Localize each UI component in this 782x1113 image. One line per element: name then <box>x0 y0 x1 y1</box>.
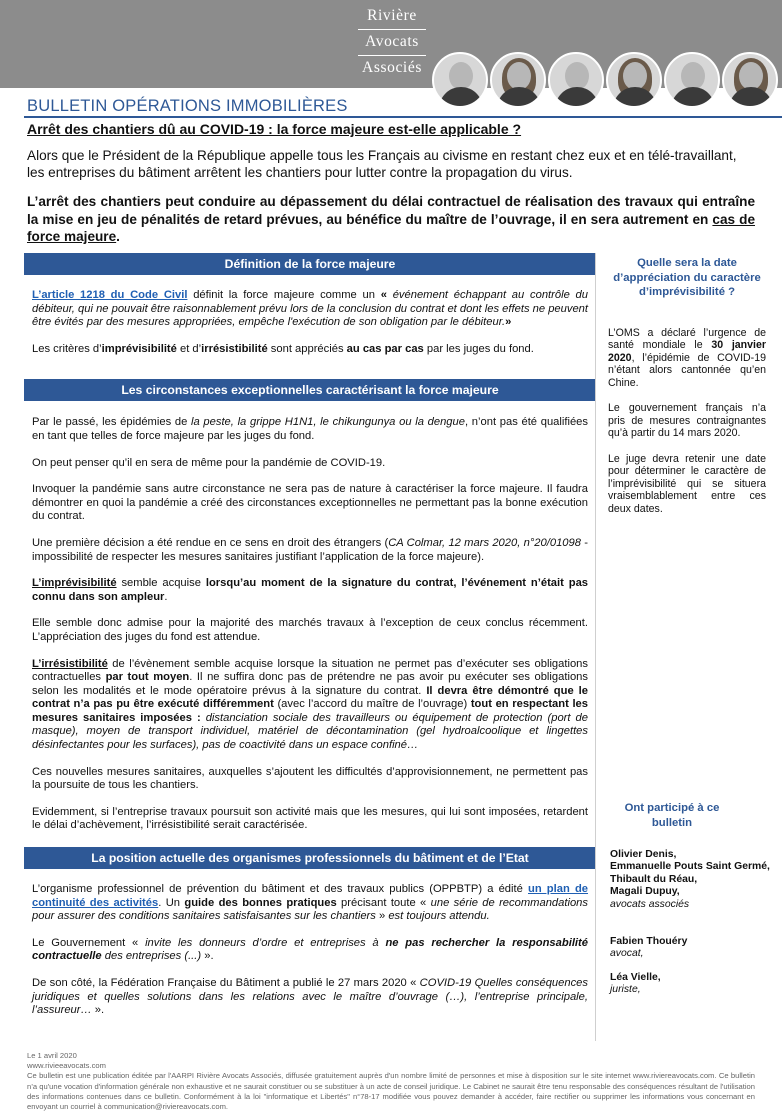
text-run: événement échappant au contrôle du débiteur, qui ne pouvait être raisonnablement prévu lors de la conclusion du contrat et dont les effets ne peuvent être évités par des mesures appropriées, empêche l'exécution de son obligation par le débiteur. <box>32 289 589 329</box>
text-run: CA Colmar, 12 mars 2020, n°20/01098 <box>388 536 581 549</box>
lead-emphasis: cas de force majeure <box>27 211 755 244</box>
sidebar-judge-paragraph: Le juge devra retenir une date pour déterminer le caractère de l’imprévisibilité qui se situera vraisemblablement entre ces deux dates. <box>608 452 766 515</box>
portrait-photo <box>722 52 778 108</box>
text-run: (avec l’accord du maître de l’ouvrage) <box>273 698 471 711</box>
text-run: des entreprises (...) <box>101 950 202 963</box>
text-run: imprévisibilité <box>101 342 177 355</box>
portrait-photo <box>664 52 720 108</box>
text-run: - impossibilité de respecter les mesures sanitaires justifiant l’application de la force majeure). <box>32 536 588 563</box>
ffb-paragraph <box>24 977 596 1018</box>
text-run: Les critères d’ <box>32 342 102 355</box>
text-run: invite les donneurs d’ordre et entreprises à <box>145 936 386 949</box>
section-heading-circumstances: Les circonstances exceptionnelles caractérisant la force majeure <box>24 379 596 401</box>
section-heading-position: La position actuelle des organismes professionnels du bâtiment et de l’Etat <box>24 847 596 869</box>
contributor-name: Thibault du Réau, <box>610 873 698 885</box>
text-run: une série de recommandations pour assurer des conditions sanitaires satisfaisantes sur les chantiers <box>32 896 588 923</box>
contributor-name: Magali Dupuy, <box>610 886 680 898</box>
text-run: » <box>375 910 389 923</box>
text-run: la peste, la grippe H1N1, le chikungunya ou la dengue <box>191 416 465 429</box>
sidebar-question: Quelle sera la date d’appréciation du caractère d’imprévisibilité ? <box>613 257 761 298</box>
portrait-photo <box>490 52 546 108</box>
text-run: Par le passé, les épidémies de <box>32 416 191 429</box>
section-heading-definition: Définition de la force majeure <box>24 253 596 275</box>
oppbtp-paragraph <box>24 883 596 924</box>
text-run: « <box>380 289 393 301</box>
text-run: L’OMS a déclaré l’urgence de santé mondiale le <box>608 326 766 351</box>
lead-end: . <box>116 229 120 244</box>
text-run: . Un <box>158 896 185 909</box>
portrait-photo <box>548 52 604 108</box>
text-run: guide des bonnes pratiques <box>184 896 337 909</box>
contributor-role: avocat, <box>610 948 644 960</box>
text-run: précisant toute « <box>336 896 431 909</box>
footer <box>27 1051 755 1112</box>
sidebar <box>608 253 770 996</box>
text-run: définit la force majeure comme un <box>187 289 381 301</box>
footer-site: www.rivieeavocats.com <box>27 1061 106 1071</box>
pandemic-paragraph: Invoquer la pandémie sans autre circonstance ne sera pas de nature à caractériser la force majeure. Il faudra démontrer en quoi la pandémie a créé des circonstances exceptionnelles ne permettant pas la bonne exécution du contrat. <box>32 483 588 523</box>
logo-line-3: Associés <box>362 59 422 76</box>
continuity-plan-link[interactable]: un plan de continuité des activités <box>32 883 589 909</box>
text-run: distanciation sociale des travailleurs ou équipement de protection (port de masque), moyen de transport individuel, matériel de décontamination (gel hydroalcoolique et lingettes désinfectantes pour les surfaces), pas de coactivité dans un espace confiné… <box>32 711 588 752</box>
criteria-paragraph <box>24 343 596 357</box>
footer-disclaimer: Ce bulletin est une publication éditée par l'AARPI Rivière Avocats Associés, diffusée gratuitement auprès d'un nombre limité de personnes et mise à disposition sur le site internet www.riviereavocats.com. Ce bulletin n’a qu'une vocation d'information générale non exhaustive et ne saurait constituer ou se substituer à un acte de conseil juridique. Le Cabinet ne saurait être tenu responsable des conséquences résultant de l'utilisation des informations contenues dans ce bulletin. Conformément à la loi "informatique et Libertés" n°78-17 modifiée vous pouvez demander à accéder, faire rectifier ou supprimer les informations vous concernant en envoyant un courriel à communication@riviereavocats.com. <box>27 1071 755 1112</box>
text-run: » <box>505 316 512 329</box>
bulletin-title: BULLETIN OPÉRATIONS IMMOBILIÈRES <box>27 97 348 115</box>
contributor-name: Olivier Denis, <box>610 849 677 860</box>
sidebar-government-paragraph: Le gouvernement français n’a pris de mesures contraignantes qu’à partir du 14 mars 2020. <box>608 402 766 439</box>
contributor-role: juriste, <box>610 984 641 996</box>
text-run: au cas par cas <box>346 342 424 355</box>
text-run: Une première décision a été rendue en ce sens en droit des étrangers ( <box>32 536 389 549</box>
contributor-name: Fabien Thouéry <box>610 936 688 948</box>
contributors-title: Ont participé à ce bulletin <box>624 802 720 829</box>
irresistibility-paragraph <box>24 658 596 753</box>
covid-paragraph: On peut penser qu’il en sera de même pour la pandémie de COVID-19. <box>32 456 386 469</box>
majority-paragraph: Elle semble donc admise pour la majorité des marchés travaux à l’exception de ceux conclus récemment. L’appréciation des juges du fond est attendue. <box>32 617 588 643</box>
code-civil-link[interactable]: L’article 1218 du Code Civil <box>32 289 188 301</box>
logo-divider <box>358 29 426 30</box>
epidemics-paragraph <box>24 416 596 443</box>
text-run: Le Gouvernement « <box>32 936 146 949</box>
text-run: par les juges du fond. <box>423 342 534 355</box>
text-run: L’irrésistibilité <box>32 657 108 670</box>
definition-paragraph <box>24 289 596 330</box>
imprevisibility-paragraph <box>24 577 596 604</box>
sidebar-oms-paragraph <box>608 327 766 390</box>
portrait-photo <box>606 52 662 108</box>
text-run: est toujours attendu. <box>388 910 490 923</box>
text-run: ne pas rechercher la responsabilité contractuelle <box>32 936 588 963</box>
lead-text: L’arrêt des chantiers peut conduire au dépassement du délai contractuel de réalisation des travaux qui entraîne la mise en jeu de pénalités de retard prévues, au bénéfice du maître de l’ouvrage, il en sera autrement en <box>27 194 755 227</box>
text-run: L’organisme professionnel de prévention du bâtiment et des travaux publics (OPPBTP) a édité <box>32 883 528 896</box>
title-divider <box>24 116 782 118</box>
text-run: . Il ne suffira donc pas de prétendre ne pas avoir pu exécuter ses obligations selon les modalités et le mode opératoire prévus à la signature du contrat. <box>32 671 588 697</box>
contributor-name: Emmanuelle Pouts Saint Germé, <box>610 861 770 873</box>
text-run: ». <box>91 1004 105 1017</box>
text-run: , n’ont pas été qualifiées en tant que telles de force majeure par les juges du fond. <box>32 416 588 442</box>
partner-portraits <box>430 52 782 112</box>
column-divider <box>595 253 596 1041</box>
text-run: semble acquise <box>116 577 206 590</box>
portrait-photo <box>432 52 488 108</box>
text-run: , l’épidémie de COVID-19 n’étant alors cantonnée qu’en Chine. <box>608 351 766 389</box>
text-run: 30 janvier 2020 <box>608 339 766 364</box>
article-subtitle: Arrêt des chantiers dû au COVID-19 : la force majeure est-elle applicable ? <box>27 121 522 137</box>
text-run: COVID-19 Quelles conséquences juridiques et quelles solutions dans les relations avec le maître d’ouvrage (…), l’entreprise principale, l’assureur… <box>32 977 588 1017</box>
text-run: par tout moyen <box>105 671 190 684</box>
footer-date: Le 1 avril 2020 <box>27 1051 77 1060</box>
contributor-name: Léa Vielle, <box>610 971 661 983</box>
firm-logo <box>352 6 432 78</box>
logo-divider <box>358 55 426 56</box>
text-run: L’imprévisibilité <box>32 577 117 590</box>
decision-paragraph <box>24 537 596 564</box>
text-run: ». <box>201 950 214 963</box>
text-run: de l’évènement semble acquise lorsque la situation ne permet pas d’exécuter ses obligations contractuelles <box>32 657 588 684</box>
contributor-role: avocats associés <box>610 898 690 910</box>
delay-paragraph: Evidemment, si l’entreprise travaux poursuit son activité mais que les mesures, qui lui sont imposées, retardent le délai d’achèvement, l’irrésistibilité serait caractérisée. <box>32 805 588 832</box>
text-run: . <box>164 590 168 603</box>
text-run: irrésistibilité <box>201 342 268 355</box>
text-run: tout en respectant les mesures sanitaires imposées : <box>32 698 589 724</box>
text-run: De son côté, la Fédération Française du Bâtiment a publié le 27 mars 2020 « <box>32 977 420 989</box>
main-column <box>24 253 596 1018</box>
text-run: lorsqu’au moment de la signature du contrat, l’événement n’était pas connu dans son ampleur <box>32 577 589 603</box>
text-run: et d’ <box>176 342 202 355</box>
lead-paragraph <box>27 193 755 246</box>
measures-paragraph: Ces nouvelles mesures sanitaires, auxquelles s’ajoutent les difficultés d’approvisionnement, ne permettent pas la poursuite de tous les chantiers. <box>32 765 588 792</box>
logo-line-1: Rivière <box>367 7 417 24</box>
logo-line-2: Avocats <box>365 33 419 50</box>
contributors-list <box>610 849 770 997</box>
text-run: Il devra être démontré que le contrat n’a pas pu être exécuté différemment <box>32 684 588 711</box>
government-paragraph <box>24 937 596 964</box>
intro-paragraph: Alors que le Président de la République appelle tous les Français au civisme en restant chez eux et en télé-travaillant, les entreprises du bâtiment arrêtent les chantiers pour lutter contre la propagation du virus. <box>27 148 737 180</box>
text-run: sont appréciés <box>267 342 347 355</box>
